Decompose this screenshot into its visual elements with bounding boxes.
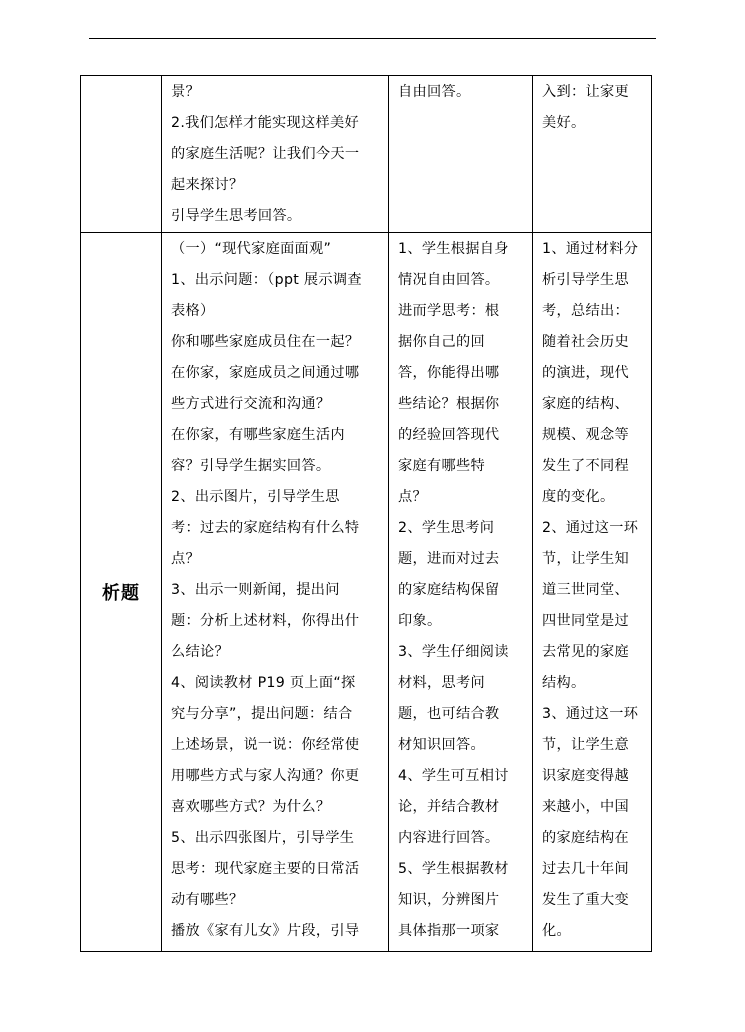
text-line: 知识，分辨图片 [398,892,500,908]
teacher-activity-cell [162,233,389,952]
text-line: 自由回答。 [398,84,471,100]
text-line: 在你家，家庭成员之间通过哪 [171,365,360,381]
header-rule [89,38,656,39]
text-line: 发生了不同程 [542,458,629,474]
text-line: 的家庭结构保留 [398,582,500,598]
text-line: 2、出示图片，引导学生思 [171,489,340,505]
text-line: 5、学生根据教材 [398,861,509,877]
student-activity-cell [389,76,533,233]
text-line: 家庭的结构、 [542,396,629,412]
text-line: 的演进，现代 [542,365,629,381]
text-line: 1、通过材料分 [542,241,639,257]
text-line: 节，让学生意 [542,737,629,753]
design-intent-text [533,76,651,139]
text-line: 起来探讨？ [171,177,244,193]
student-activity-text [389,233,532,947]
text-line: 题，进而对过去 [398,551,500,567]
text-line: 答，你能得出哪 [398,365,500,381]
text-line: 材知识回答。 [398,737,485,753]
text-line: 的家庭结构在 [542,830,629,846]
text-line: 景？ [171,84,200,100]
text-line: 1、学生根据自身 [398,241,509,257]
text-line: 入到：让家更 [542,84,629,100]
text-line: 5、出示四张图片，引导学生 [171,830,355,846]
text-line: 去常见的家庭 [542,644,629,660]
text-line: 么结论？ [171,644,229,660]
text-line: 情况自由回答。 [398,272,500,288]
table-row [81,233,652,952]
text-line: 2、通过这一环 [542,520,639,536]
text-line: 上述场景，说一说：你经常使 [171,737,360,753]
text-line: 随着社会历史 [542,334,629,350]
text-line: 美好。 [542,115,586,131]
text-line: 考：过去的家庭结构有什么特 [171,520,360,536]
text-line: 四世同堂是过 [542,613,629,629]
text-line: 3、出示一则新闻，提出问 [171,582,340,598]
text-line: 些方式进行交流和沟通？ [171,396,331,412]
text-line: 节，让学生知 [542,551,629,567]
text-line: 表格） [171,303,215,319]
student-activity-cell [389,233,533,952]
text-line: 识家庭变得越 [542,768,629,784]
text-line: 究与分享”，提出问题：结合 [171,706,353,722]
text-line: 容？引导学生据实回答。 [171,458,331,474]
text-line: 题：分析上述材料，你得出什 [171,613,360,629]
teacher-activity-text [162,76,388,232]
text-line: 题，也可结合教 [398,706,500,722]
text-line: 的家庭生活呢？让我们今天一 [171,146,360,162]
text-line: 些结论？根据你 [398,396,500,412]
text-line: 播放《家有儿女》片段，引导 [171,923,360,939]
text-line: 用哪些方式与家人沟通？你更 [171,768,360,784]
design-intent-cell [533,233,652,952]
text-line: 内容进行回答。 [398,830,500,846]
text-line: 引导学生思考回答。 [171,208,302,224]
text-line: 度的变化。 [542,489,615,505]
text-line: 点？ [398,489,427,505]
text-line: 4、学生可互相讨 [398,768,509,784]
text-line: 的经验回答现代 [398,427,500,443]
text-line: 你和哪些家庭成员住在一起？ [171,334,360,350]
text-line: 化。 [542,923,571,939]
stage-cell [81,76,162,233]
text-line: 印象。 [398,613,442,629]
text-line: 论，并结合教材 [398,799,500,815]
text-line: 结构。 [542,675,586,691]
text-line: 进而学思考：根 [398,303,500,319]
student-activity-text [389,76,532,108]
text-line: 2、学生思考问 [398,520,495,536]
text-line: 家庭有哪些特 [398,458,485,474]
text-line: 在你家，有哪些家庭生活内 [171,427,345,443]
text-line: 规模、观念等 [542,427,629,443]
text-line: 3、学生仔细阅读 [398,644,509,660]
text-line: 析引导学生思 [542,272,629,288]
design-intent-text [533,233,651,947]
text-line: 过去几十年间 [542,861,629,877]
text-line: 具体指那一项家 [398,923,500,939]
text-line: 1、出示问题：（ppt 展示调查 [171,272,362,288]
text-line: 思考：现代家庭主要的日常活 [171,861,360,877]
lesson-plan-table [80,75,652,952]
text-line: （一）“现代家庭面面观” [171,241,332,257]
text-line: 动有哪些？ [171,892,244,908]
text-line: 考，总结出： [542,303,629,319]
teacher-activity-text [162,233,388,947]
table-row [81,76,652,233]
text-line: 来越小，中国 [542,799,629,815]
text-line: 道三世同堂、 [542,582,629,598]
text-line: 2.我们怎样才能实现这样美好 [171,115,359,131]
design-intent-cell [533,76,652,233]
text-line: 喜欢哪些方式？为什么？ [171,799,331,815]
text-line: 4、阅读教材 P19 页上面“探 [171,675,356,691]
stage-cell [81,233,162,952]
teacher-activity-cell [162,76,389,233]
text-line: 发生了重大变 [542,892,629,908]
text-line: 据你自己的回 [398,334,485,350]
text-line: 3、通过这一环 [542,706,639,722]
text-line: 材料，思考问 [398,675,485,691]
stage-label: 析题 [102,583,140,604]
text-line: 点？ [171,551,200,567]
